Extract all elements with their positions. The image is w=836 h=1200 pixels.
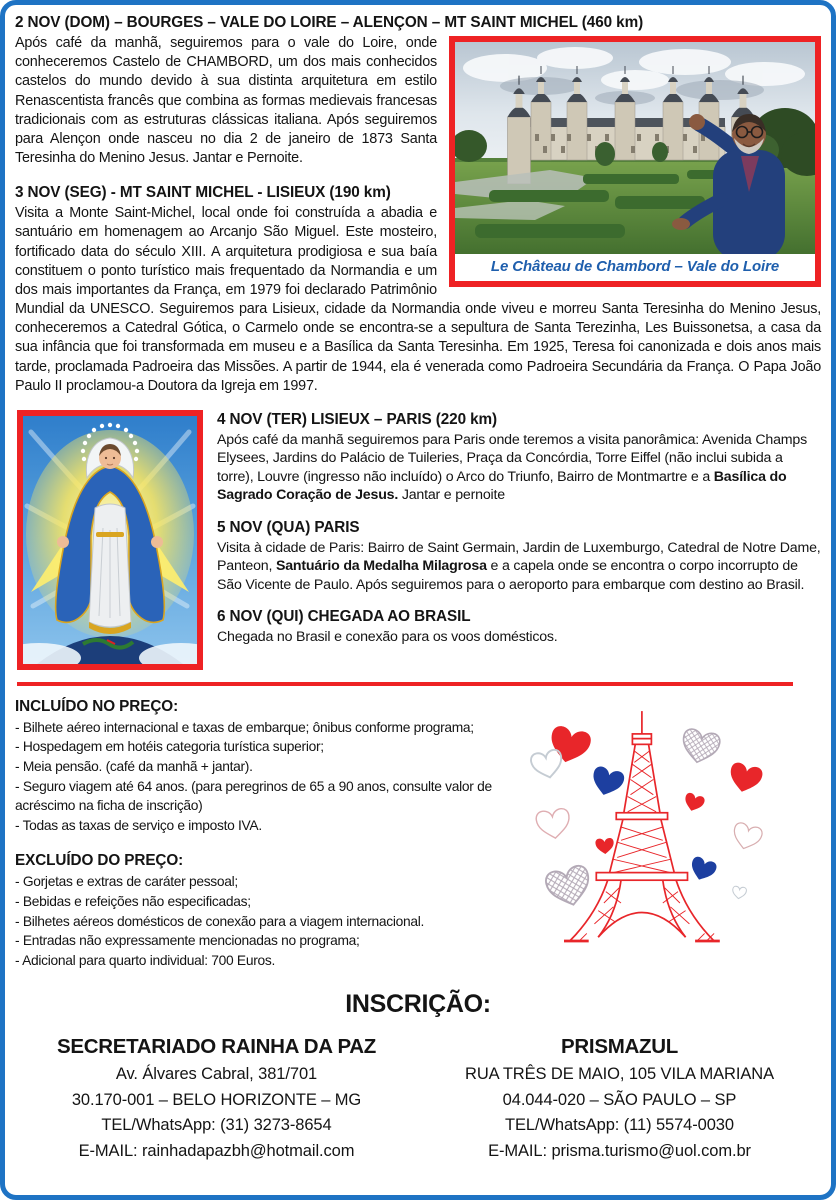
day4-heading: 4 NOV (TER) LISIEUX – PARIS (220 km): [217, 410, 498, 428]
contact-email-line: E-MAIL: rainhadapazbh@hotmail.com: [78, 1141, 355, 1160]
heart-icon: [732, 886, 747, 900]
heart-icon: [595, 838, 614, 855]
photo-caption: Le Château de Chambord – Vale do Loire: [455, 254, 815, 281]
contact-name: PRISMAZUL: [561, 1035, 678, 1059]
day2-body: Após café da manhã, seguiremos para o vale do Loire, onde conheceremos Castelo de CHAMBORD, um dos mais conhecidos castelos do mundo devido à sua distinta arquitetura em estilo Renascentista francês que combina as formas medievais francesas tradicionais com as estruturas clássicas italiana. Após seguiremos para Alençon onde nasceu no dia 2 de janeiro de 1873 Santa Teresinha do Menino Jesus. Jantar e Pernoite.: [15, 35, 437, 167]
heart-icon: [546, 724, 593, 767]
included-item: - Seguro viagem até 64 anos. (para peregrinos de 65 a 90 anos, consulte valor de acréscimo na ficha de inscrição): [15, 778, 492, 814]
contact-phone-line: TEL/WhatsApp: (31) 3273-8654: [101, 1116, 332, 1135]
heart-icon: [679, 727, 721, 765]
excluded-item: - Adicional para quarto individual: 700 Euros.: [15, 952, 276, 968]
contact-name: SECRETARIADO RAINHA DA PAZ: [56, 1035, 377, 1059]
contact-email-line: E-MAIL: prisma.turismo@uol.com.br: [488, 1141, 751, 1160]
eiffel-tower-doodle: [526, 696, 811, 958]
excluded-item: - Bebidas e refeições não especificadas;: [15, 893, 251, 909]
red-divider: [17, 682, 793, 686]
day4-body: [217, 431, 821, 505]
day2-heading: 2 NOV (DOM) – BOURGES – VALE DO LOIRE – ALENÇON – MT SAINT MICHEL (460 km): [15, 14, 644, 31]
heart-icon: [730, 821, 764, 852]
contact-address-line: RUA TRÊS DE MAIO, 105 VILA MARIANA: [465, 1065, 774, 1084]
contact-address-line: 04.044-020 – SÃO PAULO – SP: [502, 1090, 737, 1109]
excluded-item: - Bilhetes aéreos domésticos de conexão para a viagem internacional.: [15, 913, 425, 929]
section-days-2-3: [15, 13, 821, 396]
heart-icon: [589, 765, 626, 799]
included-item: - Todas as taxas de serviço e imposto IVA.: [15, 817, 262, 833]
section-days-4-6: [15, 410, 821, 670]
contact-address-line: Av. Álvares Cabral, 381/701: [115, 1065, 318, 1084]
excluded-item: - Entradas não expressamente mencionadas no programa;: [15, 933, 360, 949]
chateau-photo: [449, 36, 821, 287]
heart-icon: [535, 808, 571, 841]
contacts: [15, 1035, 821, 1164]
heart-icon: [726, 761, 764, 795]
included-item: - Hospedagem em hotéis categoria turística superior;: [15, 739, 324, 755]
contact-secretariado-rainha-da-paz: [15, 1035, 418, 1164]
heart-icon: [687, 855, 718, 884]
day5-body-bold: Santuário da Medalha Milagrosa: [275, 558, 487, 575]
day5-heading: 5 NOV (QUA) PARIS: [217, 518, 360, 536]
heart-icon: [530, 748, 565, 780]
excluded-heading: EXCLUÍDO DO PREÇO:: [15, 852, 184, 870]
day3-heading: 3 NOV (SEG) - MT SAINT MICHEL - LISIEUX (190 km): [15, 184, 391, 202]
day6-heading: 6 NOV (QUI) CHEGADA AO BRASIL: [217, 608, 471, 626]
heart-icon: [544, 864, 594, 910]
virgin-mary-image: [17, 410, 203, 670]
contact-prismazul: [418, 1035, 821, 1164]
days-4-6-text: [217, 410, 821, 670]
day4-body-bold: Basílica do Sagrado Coração de Jesus.: [217, 468, 787, 504]
day6-body: Chegada no Brasil e conexão para os voos domésticos.: [217, 629, 558, 646]
virgin-mary-illustration: [23, 416, 197, 664]
included-item: - Meia pensão. (café da manhã + jantar).: [15, 759, 253, 775]
day4-body-text: Após café da manhã seguiremos para Paris onde teremos a visita panorâmica: Avenida Champs Elysees, Jardins do Palácio de Tuileries, Praça da Concórdia, Torre Eiffel (não inclui subida a torre), Louvre (ingresso não incluído) o Arco do Triunfo, Bairro de Montmartre e a: [217, 431, 807, 485]
day3-body: Visita a Monte Saint-Michel, local onde foi construída a abadia e santuário em homenagem ao Arcanjo São Miguel. Este mosteiro, fortificado data do século XIII. A arquitetura prodigiosa e sua baía constituem o ponto turístico mais frequentado da Normandia e um dos mais importantes da França, em 1979 foi declarado Patrimônio Mundial da UNESCO. Seguiremos para Lisieux, cidade da Normandia onde viveu e morreu Santa Teresinha do Menino Jesus, conheceremos a Catedral Gótica, o Carmelo onde se encontra-se a sepultura de Santa Terezinha, Les Buissonetsa, a casa da sua infância que foi transformada em museu e a Basílica da Santa Teresinha. Em 1925, Teresa foi canonizada e dois anos mais tarde, proclamada Padroeira das Missões. A partir de 1944, ela é venerada como Padroeira Secundária da França. O Papa João Paulo II proclamou-a Doutora da Igreja em 1997.: [15, 205, 821, 394]
chateau-photo-illustration: [455, 42, 815, 254]
inscription-title: INSCRIÇÃO:: [345, 990, 491, 1019]
included-heading: INCLUÍDO NO PREÇO:: [15, 697, 179, 715]
day5-body-tail: e a capela onde se encontra o corpo incorrupto de São Vicente de Paulo. Após seguiremos para o aeroporto para embarque com destino ao Brasil.: [217, 558, 805, 593]
day5-body: [217, 539, 821, 594]
section-pricing: [15, 694, 821, 970]
day5-body-text: Visita à cidade de Paris: Bairro de Saint Germain, Jardin de Luxemburgo, Catedral de Notre Dame, Panteon,: [217, 539, 821, 575]
contact-address-line: 30.170-001 – BELO HORIZONTE – MG: [71, 1090, 362, 1109]
eiffel-tower-illustration: [526, 696, 811, 970]
contact-phone-line: TEL/WhatsApp: (11) 5574-0030: [505, 1116, 734, 1135]
excluded-item: - Gorjetas e extras de caráter pessoal;: [15, 874, 238, 890]
day4-body-tail: Jantar e pernoite: [398, 487, 505, 504]
heart-icons: [530, 724, 764, 910]
pricing-text: [15, 694, 518, 970]
heart-icon: [682, 792, 706, 814]
included-item: - Bilhete aéreo internacional e taxas de embarque; ônibus conforme programa;: [15, 719, 474, 735]
